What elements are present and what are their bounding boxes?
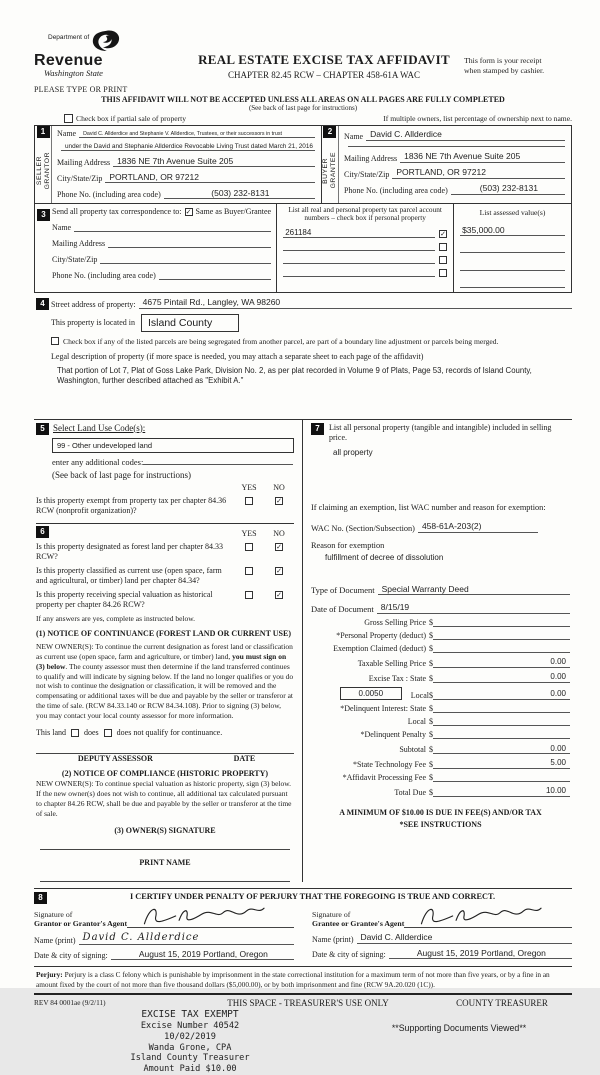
historic-no-checkbox[interactable]: ✓ — [276, 590, 282, 599]
stamp-date: 10/02/2019 — [164, 1031, 216, 1042]
correspondence-label: Send all property tax correspondence to: — [52, 207, 182, 216]
grantor-date-city-label: Date & city of signing: — [34, 951, 108, 961]
grantee-signature-block — [312, 906, 572, 960]
multiple-owners-note: If multiple owners, list percentage of ownership next to name. — [383, 114, 572, 123]
segregated-label: Check box if any of the listed parcels are being segregated from another parcel, are part of a boundary line adjustment or parcels being merged. — [63, 336, 499, 346]
grantee-date-city-field[interactable]: August 15, 2019 Portland, Oregon — [389, 948, 572, 960]
owners-signature-title: (3) OWNER(S) SIGNATURE — [114, 826, 216, 836]
partial-sale-label: Check box if partial sale of property — [76, 114, 187, 123]
print-name-line[interactable] — [40, 881, 290, 882]
dollar-sign: $ — [429, 717, 433, 727]
corr-phone-label: Phone No. (including area code) — [52, 271, 156, 280]
state-technology-fee-label: *State Technology Fee — [352, 759, 426, 769]
stamp-exempt-line: EXCISE TAX EXEMPT — [141, 1009, 239, 1021]
grantee-signature — [412, 903, 547, 931]
corr-name-field[interactable] — [74, 231, 271, 233]
grantee-name-print-label: Name (print) — [312, 934, 354, 944]
forest-land-question: Is this property designated as forest land per chapter 84.33 RCW? — [36, 541, 224, 561]
does-not-checkbox[interactable] — [104, 729, 112, 737]
parcel-number-field[interactable] — [283, 263, 435, 264]
date-label: DATE — [233, 754, 256, 764]
reason-exemption-label: Reason for exemption — [311, 540, 385, 550]
historic-property-question: Is this property receiving special valuation as historical property per chapter 84.26 RCW? — [36, 589, 213, 609]
header — [34, 30, 572, 94]
dollar-sign: $ — [429, 617, 433, 627]
corr-phone-field[interactable] — [159, 279, 271, 281]
notice-compliance-title: (2) NOTICE OF COMPLIANCE (HISTORIC PROPERTY) — [61, 769, 269, 779]
does-checkbox[interactable] — [71, 729, 79, 737]
buyer-name-field[interactable]: David C. Allderdice — [366, 129, 565, 141]
section-1-badge: 1 — [37, 126, 50, 138]
notice-compliance-body: NEW OWNER(S): To continue special valuation as historic property, sign (3) below. If the new owner(s) does not wish to continue, all additional tax calculated pursuant to chapter 84.26 RCW, shall be due and payable by the seller or transferor at the time of sale. — [36, 779, 292, 818]
buyer-citystatezip-field[interactable]: PORTLAND, OR 97212 — [392, 167, 565, 179]
corr-mailing-field[interactable] — [108, 247, 271, 249]
dept-of-label: Department of — [48, 34, 90, 41]
grantor-sig-label2: Grantor or Grantor's Agent — [34, 918, 128, 928]
wac-number-label: WAC No. (Section/Subsection) — [311, 523, 415, 533]
treasurer-stamp-area — [34, 1009, 572, 1075]
receipt-note-line1: This form is your receipt — [464, 56, 542, 65]
dollar-sign: $ — [429, 673, 433, 683]
forest-no-checkbox[interactable]: ✓ — [276, 542, 282, 551]
dollar-sign: $ — [429, 772, 433, 782]
completion-notice: THIS AFFIDAVIT WILL NOT BE ACCEPTED UNLESS ALL AREAS ON ALL PAGES ARE FULLY COMPLETED — [101, 95, 505, 104]
stamp-amount-paid: Amount Paid $10.00 — [143, 1064, 237, 1075]
current-use-question: Is this property classified as current use (open space, farm and agricultural, or timber) land per chapter 84.34? — [36, 565, 222, 585]
parcel-number-field[interactable] — [283, 276, 435, 277]
delinquent-interest-state-field[interactable] — [433, 704, 570, 713]
exemption-claimed-field[interactable] — [433, 644, 570, 653]
dollar-sign: $ — [429, 703, 433, 713]
nonprofit-yes-checkbox[interactable] — [245, 497, 253, 505]
local-tax-field[interactable]: 0.00 — [433, 689, 570, 700]
treasurer-use-only-label: THIS SPACE - TREASURER'S USE ONLY — [227, 998, 389, 1009]
seller-mailing-label: Mailing Address — [57, 158, 111, 167]
street-address-label: Street address of property: — [51, 299, 136, 309]
washington-state-label: Washington State — [44, 68, 103, 78]
buyer-mailing-field[interactable]: 1836 NE 7th Avenue Suite 205 — [400, 151, 565, 163]
current-use-no-checkbox[interactable]: ✓ — [276, 566, 282, 575]
buyer-mailing-label: Mailing Address — [343, 153, 398, 163]
yes-header: YES — [241, 482, 257, 492]
no-header: NO — [273, 482, 285, 492]
subtotal-field[interactable]: 0.00 — [433, 744, 570, 755]
taxable-selling-price-field[interactable]: 0.00 — [433, 657, 570, 668]
seller-name-field[interactable]: David C. Allderdice and Stephanie V. Allderdice, Trustees, or their successors in trust — [79, 131, 315, 139]
affidavit-processing-fee-field[interactable] — [433, 773, 570, 782]
corr-citystatezip-label: City/State/Zip — [52, 255, 98, 264]
buyer-citystatezip-label: City/State/Zip — [343, 169, 390, 179]
grantor-name-print-label: Name (print) — [34, 935, 76, 945]
assessed-value-field[interactable] — [460, 243, 565, 253]
street-address-line-extension — [359, 307, 572, 309]
local-rate-box[interactable]: 0.0050 — [340, 687, 402, 700]
county-treasurer-label: COUNTY TREASURER — [456, 998, 548, 1009]
delinquent-penalty-field[interactable] — [433, 730, 570, 739]
grantor-side-label: GRANTOR — [43, 151, 51, 190]
section-4-badge: 4 — [36, 298, 49, 310]
grantor-signature — [135, 903, 270, 931]
land-use-section — [36, 423, 294, 435]
buyer-name-label: Name — [343, 131, 364, 141]
parcel-personal-checkbox[interactable] — [439, 269, 447, 277]
this-land-label: This land — [36, 728, 66, 738]
same-as-buyer-checkbox[interactable]: ✓ — [185, 207, 192, 216]
form-title: REAL ESTATE EXCISE TAX AFFIDAVIT — [198, 52, 450, 67]
type-of-document-field[interactable]: Special Warranty Deed — [378, 584, 570, 596]
section-3-badge: 3 — [37, 209, 50, 221]
land-use-code-select[interactable]: 99 - Other undeveloped land — [52, 438, 294, 453]
same-as-buyer-label: Same as Buyer/Grantee — [195, 207, 272, 216]
wac-number-field[interactable]: 458-61A-203(2) — [418, 521, 538, 533]
yes-header: YES — [241, 528, 257, 538]
grantor-signature-field[interactable] — [127, 906, 294, 928]
chapter-subtitle: CHAPTER 82.45 RCW – CHAPTER 458-61A WAC — [228, 70, 420, 80]
dollar-sign: $ — [429, 658, 433, 668]
middle-two-columns — [34, 419, 572, 883]
see-instructions-note: *SEE INSTRUCTIONS — [399, 819, 482, 829]
delinquent-interest-local-label: Local — [407, 717, 426, 727]
section-7-badge: 7 — [311, 423, 324, 435]
parcel-personal-checkbox[interactable] — [439, 243, 447, 251]
grantee-name-print-field[interactable]: David C. Allderdice — [357, 932, 572, 944]
personal-property-field[interactable]: all property — [333, 448, 373, 458]
notice-continuance-title: (1) NOTICE OF CONTINUANCE (FOREST LAND OR CURRENT USE) — [36, 629, 291, 639]
delinquent-penalty-label: *Delinquent Penalty — [360, 730, 426, 740]
section-2-badge: 2 — [323, 126, 336, 138]
total-due-field[interactable]: 10.00 — [433, 786, 570, 797]
land-use-label: Select Land Use Code(s): — [53, 422, 146, 433]
buyer-section — [321, 126, 571, 203]
gross-selling-price-field[interactable] — [433, 618, 570, 627]
corr-citystatezip-field[interactable] — [100, 263, 271, 265]
corr-name-label: Name — [52, 223, 72, 232]
stamp-treasurer-title: Island County Treasurer — [130, 1053, 250, 1064]
delinquent-interest-local-field[interactable] — [433, 717, 570, 726]
grantee-sig-label1: Signature of — [312, 909, 351, 919]
taxable-selling-price-label: Taxable Selling Price — [357, 658, 426, 668]
additional-codes-label: enter any additional codes: — [52, 456, 144, 467]
buyer-side-label: BUYER — [322, 157, 330, 184]
gross-selling-price-label: Gross Selling Price — [364, 617, 426, 627]
please-type-label: PLEASE TYPE OR PRINT — [34, 85, 128, 94]
stamp-excise-number: Excise Number 40542 — [140, 1021, 240, 1032]
supporting-documents-note: **Supporting Documents Viewed** — [391, 1023, 527, 1034]
personal-property-deduct-label: *Personal Property (deduct) — [336, 631, 426, 640]
dollar-sign: $ — [429, 631, 433, 640]
personal-property-deduct-field[interactable] — [433, 631, 570, 640]
form-revision-number: REV 84 0001ae (9/2/11) — [34, 998, 106, 1008]
perjury-notice: Perjury: Perjury is a class C felony which is punishable by imprisonment in the state correctional institution for a maximum term of not more than five years, or by a fine in an amount fixed by the court of not more than five thousand dollars ($5,000.00), or by both imprisonment and fine (RCW 9A.20.020 (1C)). — [34, 966, 572, 995]
historic-yes-checkbox[interactable] — [245, 591, 253, 599]
buyer-name-field-line2[interactable] — [348, 145, 565, 147]
grantor-name-print-field[interactable]: David C. Allderdice — [79, 932, 294, 945]
delinquent-interest-state-label: *Delinquent Interest: State — [340, 703, 426, 713]
date-of-document-field[interactable]: 8/15/19 — [377, 602, 570, 614]
county-field[interactable]: Island County — [141, 314, 239, 332]
assessed-value-field[interactable]: $35,000.00 — [460, 225, 565, 236]
excise-tax-stamp — [34, 1009, 346, 1075]
total-due-label: Total Due — [394, 787, 426, 797]
personal-property-section — [303, 420, 572, 883]
if-yes-note: If any answers are yes, complete as instructed below. — [36, 613, 196, 623]
grantee-signature-field[interactable] — [404, 906, 572, 928]
section-5-badge: 5 — [36, 423, 49, 435]
property-address-section — [34, 293, 572, 393]
grantee-date-city-label: Date & city of signing: — [312, 950, 386, 960]
partial-sale-checkbox[interactable] — [64, 114, 73, 123]
does-label: does — [84, 728, 99, 738]
seller-citystatezip-label: City/State/Zip — [57, 174, 103, 183]
affidavit-processing-fee-label: *Affidavit Processing Fee — [342, 772, 426, 782]
dollar-sign: $ — [429, 690, 433, 700]
notice-continuance-body: NEW OWNER(S): To continue the current designation as forest land or classification as current use (open space, farm and agriculture, or timber) land, you must sign on (3) below. The county assessor must then determine if the land transferred continues to qualify and will indicate by signing below. If the land no longer qualifies or you do not wish to continue the designation or classification, it will be removed and the compensating or additional taxes will be due and payable by the seller or transferor at the time of sale. (RCW 84.33.140 or RCW 84.34.108). Prior to signing (3) below, you may contact your local county assessor for more information. — [36, 642, 294, 720]
parcel-number-field[interactable] — [283, 250, 435, 251]
nonprofit-exempt-question: Is this property exempt from property tax per chapter 84.36 RCW (nonprofit organization)? — [36, 495, 227, 515]
grantor-date-city-field[interactable]: August 15, 2019 Portland, Oregon — [111, 949, 294, 961]
parcel-personal-checkbox[interactable] — [439, 256, 447, 264]
state-technology-fee-field[interactable]: 5.00 — [433, 758, 570, 769]
seller-side-label: SELLER — [35, 155, 43, 186]
deputy-assessor-label: DEPUTY ASSESSOR — [77, 754, 153, 764]
certify-statement: I CERTIFY UNDER PENALTY OF PERJURY THAT THE FOREGOING IS TRUE AND CORRECT. — [129, 892, 496, 902]
grantee-sig-label2: Grantee or Grantee's Agent — [312, 918, 405, 928]
corr-mailing-label: Mailing Address — [52, 239, 106, 248]
footer-row — [34, 998, 572, 1008]
parcel-number-field[interactable]: 261184 — [283, 228, 435, 238]
section-8-badge: 8 — [34, 892, 47, 904]
personal-property-label: List all personal property (tangible and intangible) included in selling price. — [329, 422, 552, 443]
additional-codes-field[interactable] — [143, 464, 293, 465]
type-of-document-label: Type of Document — [311, 585, 375, 596]
dollar-sign: $ — [429, 759, 433, 769]
legal-description-text[interactable]: That portion of Lot 7, Plat of Goss Lake Park, Division No. 2, as per plat recorded in Volume 9 of Plats, Page 53, records of Island County, Washington, further described attached as "Exhibit A." — [57, 365, 532, 386]
assessed-value-field[interactable] — [460, 261, 565, 271]
tax-correspondence-section — [34, 203, 572, 293]
dollar-sign: $ — [429, 745, 433, 754]
revenue-wordmark: Revenue — [34, 52, 103, 69]
segregated-checkbox[interactable] — [51, 337, 59, 345]
grantor-signature-block — [34, 906, 294, 960]
see-back-note: (See back of last page for instructions) — [248, 104, 358, 112]
legal-description-label: Legal description of property (if more space is needed, you may attach a separate sheet to each page of the affidavit) — [51, 351, 424, 361]
subtotal-label: Subtotal — [399, 745, 426, 754]
assessed-value-field[interactable] — [460, 278, 565, 288]
buyer-phone-field[interactable]: (503) 232-8131 — [451, 183, 565, 195]
owners-signature-line[interactable] — [40, 849, 290, 850]
excise-tax-state-label: Excise Tax : State — [368, 673, 426, 683]
street-address-field[interactable]: 4675 Pintail Rd., Langley, WA 98260 — [139, 297, 359, 309]
parties-section — [34, 125, 572, 203]
exemption-claim-label: If claiming an exemption, list WAC number and reason for exemption: — [311, 503, 546, 513]
minimum-due-note: A MINIMUM OF $10.00 IS DUE IN FEE(S) AND/OR TAX — [339, 807, 542, 817]
parcel-numbers-header: List all real and personal property tax parcel account numbers – check box if personal property — [288, 205, 442, 223]
seller-name-field-line2[interactable]: under the David and Stephanie Allderdice Revocable Living Trust dated March 21, 2016 — [61, 143, 315, 152]
seller-name-label: Name — [57, 129, 77, 138]
receipt-note-line2: when stamped by cashier. — [464, 66, 545, 76]
date-of-document-label: Date of Document — [311, 603, 374, 614]
revenue-logo — [34, 30, 184, 94]
seller-phone-field[interactable]: (503) 232-8131 — [164, 188, 315, 200]
dollar-sign: $ — [429, 787, 433, 797]
dollar-sign: $ — [429, 730, 433, 740]
seller-mailing-field[interactable]: 1836 NE 7th Avenue Suite 205 — [113, 156, 315, 168]
print-name-label: PRINT NAME — [139, 858, 191, 868]
dollar-sign: $ — [429, 644, 433, 654]
forest-yes-checkbox[interactable] — [245, 543, 253, 551]
nonprofit-no-checkbox[interactable]: ✓ — [276, 496, 282, 505]
reason-exemption-field[interactable]: fulfillment of decree of dissolution — [325, 552, 444, 562]
grantor-sig-label1: Signature of — [34, 909, 73, 919]
parcel-personal-checkbox[interactable]: ✓ — [440, 229, 446, 238]
located-in-label: This property is located in — [51, 318, 135, 327]
section-6-badge: 6 — [36, 526, 49, 538]
certification-section — [34, 888, 572, 960]
seller-section — [35, 126, 321, 203]
seller-phone-label: Phone No. (including area code) — [57, 190, 161, 199]
seller-citystatezip-field[interactable]: PORTLAND, OR 97212 — [105, 172, 315, 184]
buyer-phone-label: Phone No. (including area code) — [343, 185, 448, 195]
excise-tax-state-field[interactable]: 0.00 — [433, 672, 570, 683]
does-not-label: does not qualify for continuance. — [116, 728, 223, 738]
no-header: NO — [273, 528, 285, 538]
grantee-side-label: GRANTEE — [330, 152, 338, 189]
exemption-claimed-label: Exemption Claimed (deduct) — [333, 644, 426, 654]
stamp-treasurer-name: Wanda Grone, CPA — [148, 1042, 232, 1053]
local-tax-label: Local — [410, 690, 429, 700]
current-use-yes-checkbox[interactable] — [245, 567, 253, 575]
see-back-instructions: (See back of last page for instructions) — [52, 469, 191, 480]
assessed-values-header: List assessed value(s) — [479, 208, 546, 217]
